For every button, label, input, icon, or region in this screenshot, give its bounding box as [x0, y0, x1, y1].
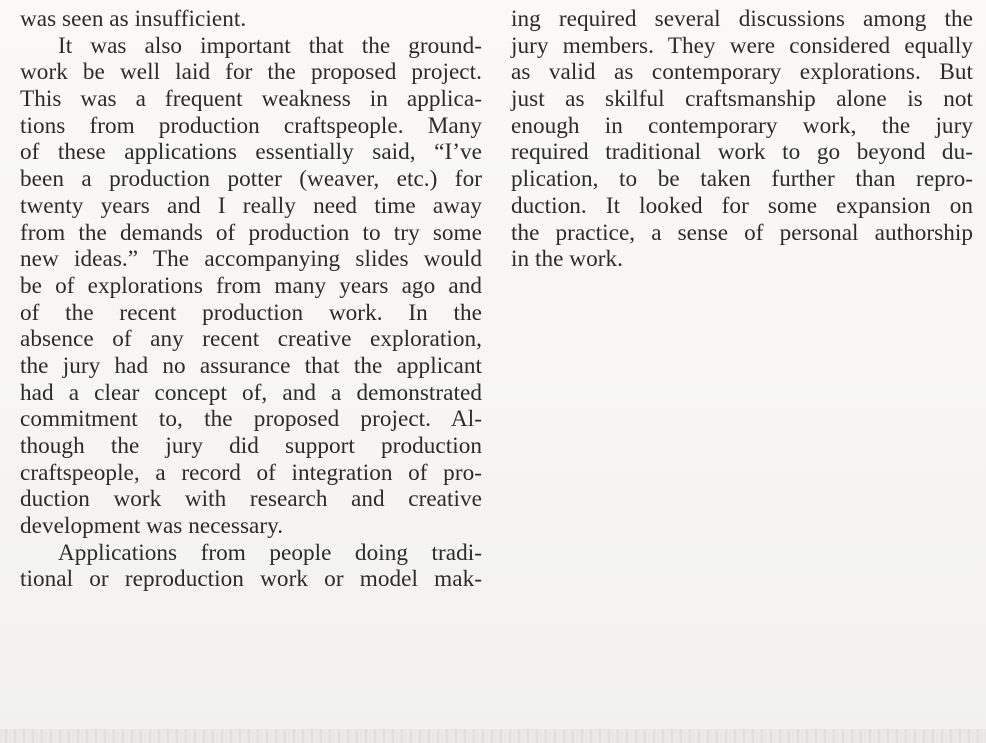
text-line: though the jury did support production [20, 433, 482, 459]
scan-edge-noise [0, 729, 986, 743]
text-line: It was also important that the ground- [58, 32, 482, 59]
text-line: tions from production craftspeople. Many [20, 112, 482, 139]
text-line: This was a frequent weakness in applica- [20, 86, 482, 113]
text-line: enough in contemporary work, the jury [511, 112, 973, 139]
right-text-column [511, 6, 973, 273]
text-line: had a clear concept of, and a demonstrated [20, 379, 482, 406]
text-line: absence of any recent creative exploration, [20, 326, 482, 353]
text-line: commitment to, the proposed project. Al- [20, 406, 482, 433]
text-line: be of explorations from many years ago and [20, 272, 482, 299]
text-line: duction work with research and creative [20, 486, 482, 513]
text-line: just as skilful craftsmanship alone is not [511, 86, 973, 113]
text-line: Applications from people doing tradi- [58, 539, 482, 566]
text-line: development was necessary. [20, 513, 284, 540]
text-line: jury members. They were considered equally [511, 32, 973, 59]
text-line: the jury had no assurance that the applicant [20, 352, 482, 379]
text-line: duction. It looked for some expansion on [511, 192, 973, 219]
text-line: new ideas.” The accompanying slides would [20, 246, 482, 273]
text-line: work be well laid for the proposed project. [20, 59, 482, 86]
text-line: in the work. [511, 246, 624, 273]
text-line: twenty years and I really need time away [20, 192, 482, 219]
text-line: craftspeople, a record of integration of pro- [20, 459, 482, 486]
text-line: been a production potter (weaver, etc.) for [20, 166, 482, 193]
text-line: the practice, a sense of personal authorship [511, 219, 973, 246]
text-line: from the demands of production to try some [20, 219, 482, 246]
text-line: of the recent production work. In the [20, 299, 482, 326]
text-line: was seen as insufficient. [20, 6, 247, 32]
text-line: required traditional work to go beyond du- [511, 139, 973, 166]
text-line: tional or reproduction work or model mak- [20, 566, 482, 593]
text-line: ing required several discussions among the [511, 6, 973, 32]
left-text-column [20, 6, 482, 593]
text-line: as valid as contemporary explorations. But [511, 59, 973, 86]
text-line: of these applications essentially said, “I’ve [20, 139, 482, 166]
text-line: plication, to be taken further than repro- [511, 166, 973, 193]
